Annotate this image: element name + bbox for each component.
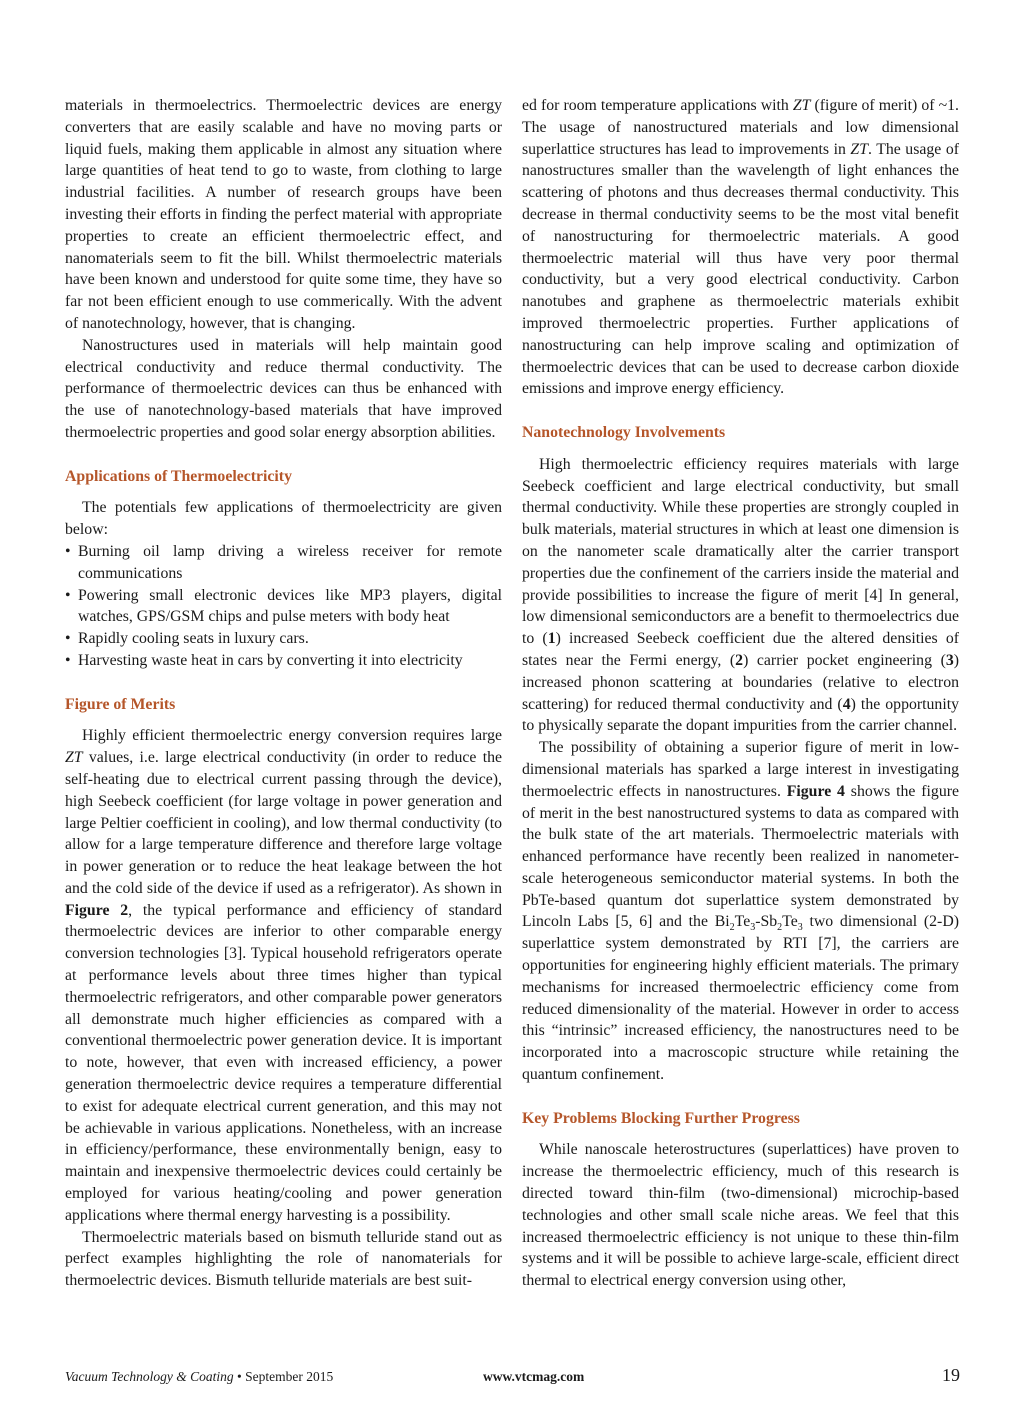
list-item: • Burning oil lamp driving a wireless receiver for remote communications (65, 541, 502, 585)
issue-date: September 2015 (245, 1369, 334, 1384)
text-run: Te (734, 913, 751, 931)
left-column (65, 95, 502, 1292)
list-item: • Harvesting waste heat in cars by converting it into electricity (65, 650, 502, 672)
text-run: ) carrier pocket engineering ( (743, 651, 946, 669)
text-run: ed for room temperature applications with (522, 97, 793, 114)
section-heading-applications: Applications of Thermoelectricity (65, 467, 292, 485)
text-run: High thermoelectric efficiency requires materials with large Seebeck coefficient and large electrical conductivity, but small thermal conductivity. While these properties are strongly coupled in bulk materials, material structures in which at least one dimension is on the nanometer scale dramatically alter the carrier transport properties due the confinement of the carriers inside the material and provide possibilities to increase the figure of merit [4] In general, low dimensional semiconductors are a benefit to thermoelectrics due to ( (522, 455, 959, 648)
subscript: 3 (797, 922, 803, 934)
footer-website-link[interactable]: www.vtcmag.com (483, 1369, 585, 1384)
list-number: 1 (547, 630, 556, 648)
body-paragraph (522, 737, 959, 1086)
body-paragraph (522, 454, 959, 737)
body-paragraph: While nanoscale heterostructures (superlattices) have proven to increase the thermoelectric efficiency, much of this research is directed toward thin-film (two-dimensional) microchip-based technologies and other small scale niche areas. We feel that this increased thermoelectric efficiency is not unique to these thin-film systems and it will be possible to achieve large-scale, efficient direct thermal to electrical energy conversion using other, (522, 1141, 959, 1290)
text-run: . The usage of nanostructures smaller than the wavelength of light enhances the scattering of photons and thus decreases thermal conductivity. This decrease in thermal conductivity seems to be the most vital benefit of nanostructuring for thermoelectric materials. A good thermoelectric material will thus have very poor thermal conductivity, but a very good electrical conductivity. Carbon nanotubes and graphene as thermoelectric materials exhibit improved thermoelectric properties. Further applications of nanostructuring can help improve scaling and optimization of thermoelectric devices that can be used to decrease carbon dioxide emissions and improve energy efficiency. (522, 140, 959, 398)
list-number: 2 (735, 651, 744, 669)
subscript: 2 (777, 922, 783, 934)
zt-symbol: ZT (792, 97, 811, 114)
applications-list (65, 541, 502, 672)
footer-separator: • (237, 1369, 242, 1384)
text-run: shows the figure of merit in the best nanostructured systems to data as compared with the bulk state of the art materials. Thermoelectric materials with enhanced performance have recently been realized in nanometer-scale heterogeneous semiconductor material systems. In both the PbTe-based quantum dot superlattice system demonstrated by Lincoln Labs [5, 6] and the (522, 782, 959, 931)
zt-symbol: ZT (850, 140, 868, 158)
text-run: Bi (714, 913, 730, 931)
zt-symbol: ZT (65, 749, 83, 767)
list-item: • Rapidly cooling seats in luxury cars. (65, 628, 502, 650)
text-run: , the typical performance and efficiency of standard thermoelectric devices are inferior to other comparable energy conversion technologies [3]. Typical household refrigerators operate at performance levels about three times higher than typical thermoelectric refrigerators, and other comparable power generators all demonstrate much higher efficiencies as compared with a conventional thermoelectric power generation device. It is important to note, however, that even with increased efficiency, a power generation thermoelectric device requires a temperature differential to exist for adequate electrical current generation, and this may not be achievable in various applications. Nonetheless, with an increase in efficiency/performance, these environmentally benign, easy to maintain and inexpensive thermoelectric devices could certainly be employed for various heating/cooling and power generation applications where thermal energy harvesting is a possibility. (65, 901, 502, 1224)
text-run: The possibility of obtaining a superior figure of merit in low-dimensional materials has sparked a large interest in investigating thermoelectric effects in nanostructures. (522, 739, 959, 800)
page-number: 19 (942, 1365, 960, 1385)
list-number: 4 (842, 695, 851, 713)
list-item: • Powering small electronic devices like MP3 players, digital watches, GPS/GSM chips and pulse meters with body heat (65, 585, 502, 629)
text-run: (figure of merit) of ~1. The usage of nanostructured materials and low dimensional superlattice structures has lead to improvements in (522, 97, 959, 158)
body-paragraph (65, 725, 502, 1226)
footer-publication (65, 1369, 333, 1385)
body-paragraph: Thermoelectric materials based on bismuth telluride stand out as perfect examples highlighting the role of nanomaterials for thermoelectric devices. Bismuth telluride materials are best suit- (65, 1228, 502, 1290)
chemical-formula (714, 913, 803, 934)
text-run: Highly efficient thermoelectric energy conversion requires large (82, 727, 502, 745)
text-run: ) increased Seebeck coefficient due the altered densities of states near the Fermi energy, ( (522, 630, 959, 669)
text-run: -Sb (755, 913, 778, 931)
subscript: 2 (729, 922, 735, 934)
text-run: two dimensional (2-D) superlattice system demonstrated by RTI [7], the carriers are opportunities for engineering highly efficient materials. The primary mechanisms for increased thermoelectric efficiency come from reduced dimensionality of the material. However in order to access this “intrinsic” increased efficiency, the nanostructures need to be incorporated into a macroscopic structure while retaining the quantum confinement. (522, 913, 959, 1084)
body-paragraph (522, 95, 959, 400)
section-heading-figure-of-merits: Figure of Merits (65, 695, 176, 713)
publication-name: Vacuum Technology & Coating (65, 1369, 234, 1384)
text-run: values, i.e. large electrical conductivity (in order to reduce the self-heating due to electrical current passing through the device), high Seebeck coefficient (for large voltage in power generation and large Peltier coefficient in cooling), and low thermal conductivity (to allow for a large temperature difference and therefore large voltage in power generation or to reduce the heat leakage between the hot and the cold side of the device if used as a refrigerator). As shown in (65, 749, 502, 897)
right-column (522, 95, 959, 1292)
page-footer (65, 1367, 960, 1389)
figure-reference: Figure 4 (786, 782, 845, 800)
body-paragraph: materials in thermoelectrics. Thermoelectric devices are energy converters that are easily scalable and have no moving parts or liquid fuels, making them applicable in almost any situation where large quantities of heat tend to go to waste, from clothing to large industrial facilities. A number of research groups have been investing their efforts in finding the perfect material with appropriate properties to create an efficient thermoelectric effect, and nanomaterials seem to fit the bill. Whilst thermoelectric materials have been known and understood for quite some time, they have so far not been efficient enough to use commerically. With the advent of nanotechnology, however, that is changing. (65, 97, 502, 332)
text-run: ) the opportunity to physically separate the dopant impurities from the carrier channel. (522, 695, 959, 735)
text-run: Te (782, 913, 798, 931)
body-paragraph: Nanostructures used in materials will help maintain good electrical conductivity and reduce thermal conductivity. The performance of thermoelectric devices can thus be enhanced with the use of nanotechnology-based materials that have improved thermoelectric properties and good solar energy absorption abilities. (65, 336, 502, 441)
list-number: 3 (945, 651, 954, 669)
section-heading-key-problems: Key Problems Blocking Further Progress (522, 1109, 800, 1127)
body-paragraph: The potentials few applications of thermoelectricity are given below: (65, 499, 502, 539)
subscript: 3 (750, 922, 756, 934)
text-run: ) increased phonon scattering at boundaries (relative to electron scattering) for reduced thermal conductivity and ( (522, 651, 959, 713)
figure-reference: Figure 2 (65, 901, 129, 919)
section-heading-nanotechnology: Nanotechnology Involvements (522, 423, 726, 441)
